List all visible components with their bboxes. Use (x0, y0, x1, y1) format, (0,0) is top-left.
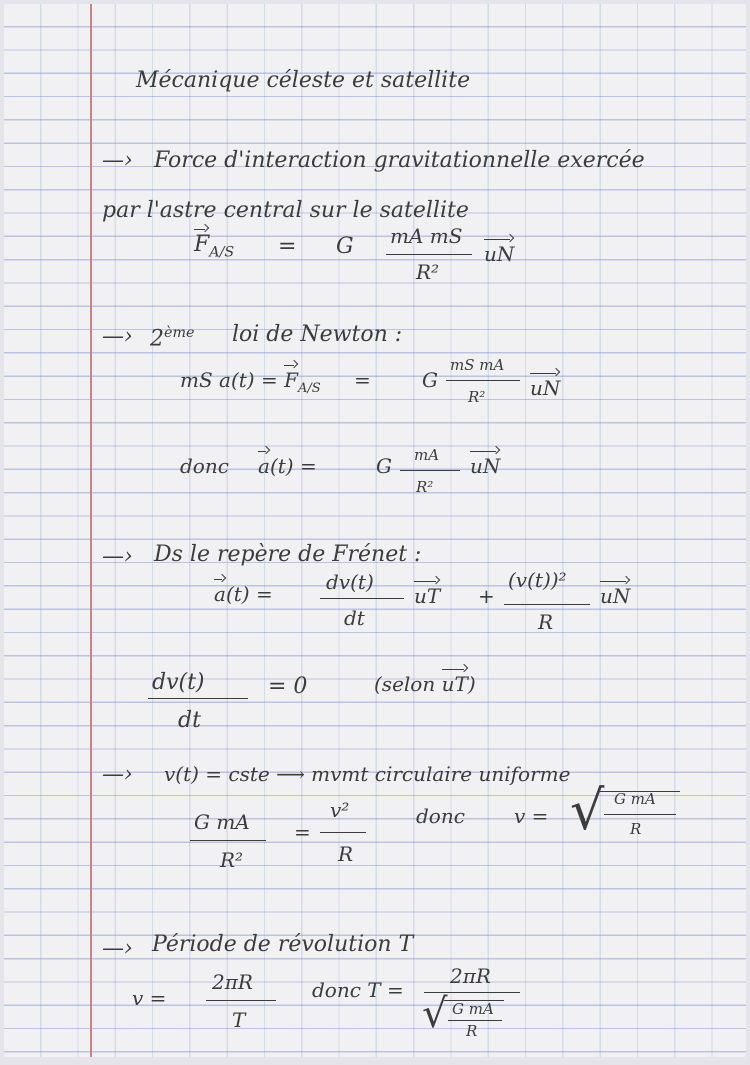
circular-equals: = (294, 820, 311, 844)
speed-sqrt-bar (604, 814, 676, 815)
period-num: 2πR (212, 970, 253, 994)
period-v: v = (132, 986, 167, 1010)
section4-arrow: —› (102, 762, 133, 787)
newton-fraction-bar (446, 380, 520, 381)
section2-arrow: —› (102, 324, 133, 349)
section2-heading: loi de Newton : (232, 322, 403, 347)
period-sqrt-num: G mA (452, 1000, 494, 1018)
derivative-zero: = 0 (268, 674, 308, 699)
selon-note: (selon uT) (374, 672, 476, 696)
accel-denominator: R² (416, 478, 434, 496)
donc-label: donc (180, 454, 229, 478)
speed-sqrt-den: R (630, 820, 642, 838)
fraction-numerator: mA mS (390, 224, 463, 248)
speed-sqrt-num: G mA (614, 790, 656, 808)
frenet-den2: R (538, 610, 554, 634)
unit-vector: uN (484, 242, 515, 266)
page-title: Mécanique céleste et satellite (136, 68, 471, 93)
section3-arrow: —› (102, 544, 133, 569)
section1-line1: Force d'interaction gravitationnelle exercée (154, 148, 645, 173)
frenet-num1: dv(t) (326, 570, 374, 594)
gravitational-constant: G (336, 234, 354, 259)
newton-lhs: mS $a(t) = F_{A/S}$ (180, 368, 321, 396)
section2-ordinal: 2ème (150, 325, 195, 352)
newton-G: G (422, 368, 438, 392)
accel-fraction-bar (400, 470, 460, 471)
circular-bar2 (320, 832, 366, 833)
acceleration: a(t) = (258, 454, 317, 478)
section1-line2: par l'astre central sur le satellite (102, 198, 469, 223)
notebook-page (4, 4, 746, 1057)
circular-den2: R (338, 842, 354, 866)
frenet-accel: a(t) = (214, 582, 273, 606)
equals-sign: = (278, 234, 297, 259)
section4-heading: v(t) = cste ⟶ mvmt circulaire uniforme (164, 762, 571, 786)
speed-label: v = (514, 804, 549, 828)
sqrt-symbol: √ (570, 779, 605, 842)
period-sqrt-den: R (466, 1022, 478, 1040)
derivative-numerator: dv(t) (152, 670, 205, 695)
accel-G: G (376, 454, 392, 478)
newton-unit-vector: uN (530, 376, 561, 400)
accel-unit-vector: uN (470, 454, 501, 478)
circular-num1: G mA (194, 810, 250, 834)
frenet-vec-t: uT (414, 584, 441, 608)
newton-denominator: R² (468, 388, 486, 406)
newton-equals: = (354, 368, 371, 392)
frenet-plus: + (478, 584, 495, 608)
circular-num2: v² (330, 798, 350, 822)
derivative-bar (148, 698, 248, 699)
circular-bar1 (190, 840, 266, 841)
fraction-bar (386, 254, 472, 255)
period-donc: donc T = (312, 978, 404, 1002)
period-result-num: 2πR (450, 964, 491, 988)
period-sqrt-bar (448, 1020, 502, 1021)
period-sqrt-symbol: √ (422, 991, 448, 1037)
newton-numerator: mS mA (450, 356, 505, 374)
period-den: T (232, 1008, 246, 1032)
frenet-vec-n: uN (600, 584, 631, 608)
derivative-denominator: dt (178, 708, 201, 733)
period-bar (206, 1000, 276, 1001)
frenet-bar1 (320, 598, 404, 599)
frenet-num2: (v(t))² (508, 568, 567, 592)
circular-den1: R² (220, 848, 244, 872)
section3-heading: Ds le repère de Frénet : (154, 542, 422, 567)
section1-arrow: —› (102, 148, 133, 173)
frenet-bar2 (504, 604, 590, 605)
margin-line (90, 4, 92, 1057)
fraction-denominator: R² (416, 260, 440, 284)
circular-donc: donc (416, 804, 465, 828)
frenet-den1: dt (344, 606, 365, 630)
accel-numerator: mA (414, 446, 440, 464)
force-vector: $F_{A/S}$ (194, 232, 235, 261)
section5-arrow: —› (102, 936, 133, 961)
section5-heading: Période de révolution T (152, 932, 414, 957)
